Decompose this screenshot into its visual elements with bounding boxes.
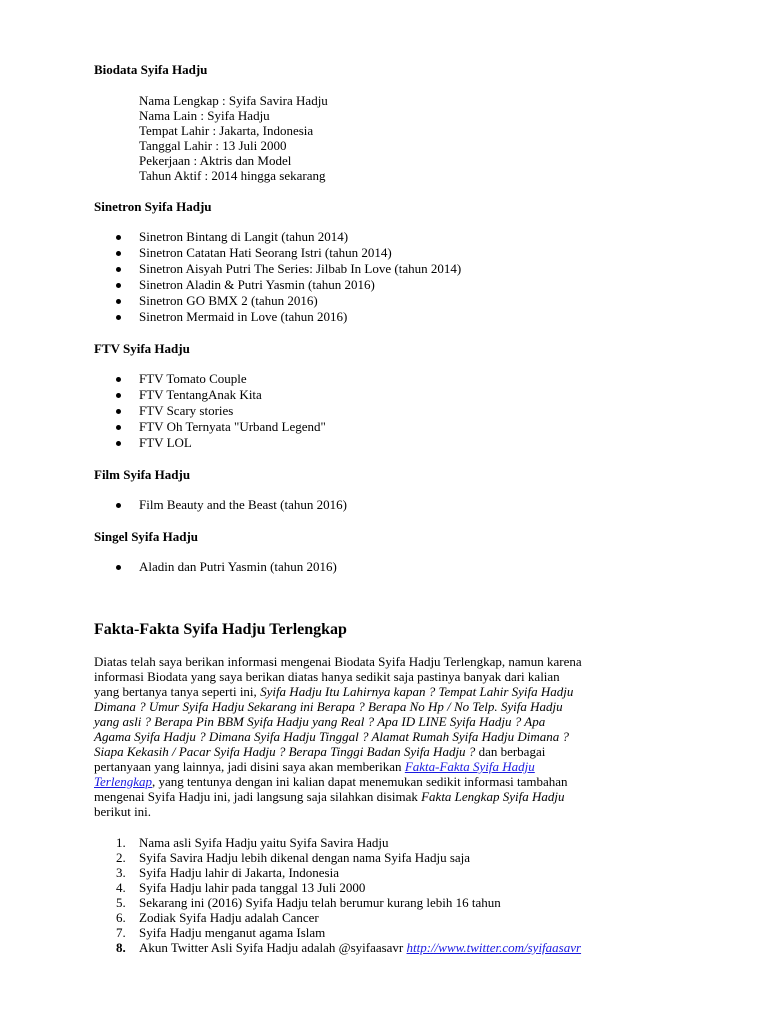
list-number: 6. xyxy=(116,910,126,925)
italic-text: Syifa Hadju Itu Lahirnya kapan ? Tempat Lahir Syifa Hadju xyxy=(260,684,574,699)
list-item xyxy=(0,293,461,309)
paragraph-line xyxy=(94,729,684,744)
sinetron-list xyxy=(0,229,461,325)
list-item-text: Aladin dan Putri Yasmin (tahun 2016) xyxy=(139,559,337,574)
film-list xyxy=(0,497,347,513)
paragraph-line xyxy=(94,714,684,729)
list-item-text: Sinetron Aisyah Putri The Series: Jilbab In Love (tahun 2014) xyxy=(139,261,462,276)
list-item-text: Sinetron GO BMX 2 (tahun 2016) xyxy=(139,293,318,308)
bullet-icon xyxy=(116,267,121,272)
twitter-link[interactable] xyxy=(407,940,582,955)
fakta-link-continued[interactable] xyxy=(94,774,152,789)
paragraph-text: dan berbagai xyxy=(475,744,546,759)
fakta-heading: Fakta-Fakta Syifa Hadju Terlengkap xyxy=(94,621,347,638)
paragraph-text: mengenai Syifa Hadju ini, jadi langsung saja silahkan disimak xyxy=(94,789,422,804)
paragraph-line: informasi Biodata yang saya berikan diatas hanya sedikit saja pastinya banyak dari kalian xyxy=(94,669,560,684)
bullet-icon xyxy=(116,393,121,398)
link-text[interactable]: http://www.twitter.com/syifaasavr xyxy=(406,940,582,955)
list-number: 8. xyxy=(116,940,126,955)
biodata-block xyxy=(139,93,328,183)
fakta-link[interactable] xyxy=(405,759,535,774)
list-item-text: Sinetron Bintang di Langit (tahun 2014) xyxy=(139,229,349,244)
bullet-icon xyxy=(116,409,121,414)
paragraph-line xyxy=(94,744,684,759)
list-item xyxy=(0,309,461,325)
biodata-line: Tempat Lahir : Jakarta, Indonesia xyxy=(139,123,314,138)
link-text[interactable]: Terlengkap xyxy=(94,774,153,789)
list-number: 3. xyxy=(116,865,126,880)
biodata-line: Nama Lengkap : Syifa Savira Hadju xyxy=(139,93,328,108)
list-item xyxy=(0,835,581,850)
list-number: 7. xyxy=(116,925,126,940)
list-item-text: FTV Tomato Couple xyxy=(139,371,247,386)
list-item-text: Sinetron Mermaid in Love (tahun 2016) xyxy=(139,309,348,324)
list-item-text: FTV Scary stories xyxy=(139,403,234,418)
list-item-text: FTV TentangAnak Kita xyxy=(139,387,262,402)
list-number: 2. xyxy=(116,850,126,865)
film-heading: Film Syifa Hadju xyxy=(94,467,191,482)
list-item xyxy=(0,910,581,925)
list-item xyxy=(0,925,581,940)
bullet-icon xyxy=(116,283,121,288)
list-item-text: Zodiak Syifa Hadju adalah Cancer xyxy=(139,910,319,925)
list-item-text: Syifa Hadju menganut agama Islam xyxy=(139,925,326,940)
list-item xyxy=(0,403,326,419)
link-text[interactable]: Fakta-Fakta Syifa Hadju xyxy=(404,759,535,774)
list-item xyxy=(0,371,326,387)
bullet-icon xyxy=(116,251,121,256)
sinetron-heading: Sinetron Syifa Hadju xyxy=(94,199,212,214)
list-item xyxy=(0,261,461,277)
fakta-paragraph xyxy=(94,654,684,819)
paragraph-line xyxy=(94,774,684,789)
list-item-text: Sinetron Catatan Hati Seorang Istri (tahun 2014) xyxy=(139,245,392,260)
paragraph-text: yang bertanya tanya seperti ini, xyxy=(94,684,261,699)
list-item xyxy=(0,850,581,865)
list-item xyxy=(0,559,337,575)
bullet-icon xyxy=(116,235,121,240)
paragraph-line xyxy=(94,759,684,774)
bullet-icon xyxy=(116,565,121,570)
list-item-text: Sinetron Aladin & Putri Yasmin (tahun 2016) xyxy=(139,277,375,292)
list-item-text: FTV LOL xyxy=(139,435,192,450)
list-item xyxy=(0,435,326,451)
italic-text: Siapa Kekasih / Pacar Syifa Hadju ? Berapa Tinggi Badan Syifa Hadju ? xyxy=(94,744,476,759)
bullet-icon xyxy=(116,315,121,320)
bullet-icon xyxy=(116,441,121,446)
list-number: 4. xyxy=(116,880,126,895)
list-item xyxy=(0,940,581,955)
biodata-line: Nama Lain : Syifa Hadju xyxy=(139,108,270,123)
paragraph-line xyxy=(94,699,684,714)
list-item xyxy=(0,865,581,880)
list-number: 1. xyxy=(116,835,126,850)
list-item xyxy=(0,880,581,895)
fakta-numbered-list xyxy=(0,835,581,955)
paragraph-line: berikut ini. xyxy=(94,804,152,819)
biodata-heading: Biodata Syifa Hadju xyxy=(94,62,208,77)
bullet-icon xyxy=(116,425,121,430)
list-item-text: Nama asli Syifa Hadju yaitu Syifa Savira Hadju xyxy=(139,835,389,850)
ftv-list xyxy=(0,371,326,451)
biodata-line: Tanggal Lahir : 13 Juli 2000 xyxy=(139,138,287,153)
italic-text: Fakta Lengkap Syifa Hadju xyxy=(421,789,565,804)
ftv-heading: FTV Syifa Hadju xyxy=(94,341,190,356)
list-item xyxy=(0,277,461,293)
italic-text: yang asli ? Berapa Pin BBM Syifa Hadju yang Real ? Apa ID LINE Syifa Hadju ? Apa xyxy=(94,714,546,729)
bullet-icon xyxy=(116,503,121,508)
list-number: 5. xyxy=(116,895,126,910)
paragraph-line: Diatas telah saya berikan informasi mengenai Biodata Syifa Hadju Terlengkap, namun karena xyxy=(94,654,582,669)
bullet-icon xyxy=(116,299,121,304)
italic-text: Dimana ? Umur Syifa Hadju Sekarang ini Berapa ? Berapa No Hp / No Telp. Syifa Hadju xyxy=(94,699,563,714)
paragraph-text: pertanyaan yang lainnya, jadi disini saya akan memberikan xyxy=(94,759,405,774)
list-item xyxy=(0,245,461,261)
italic-text: Agama Syifa Hadju ? Dimana Syifa Hadju Tinggal ? Alamat Rumah Syifa Hadju Dimana ? xyxy=(94,729,569,744)
list-item-text: Akun Twitter Asli Syifa Hadju adalah @syifaasavr xyxy=(139,940,407,955)
list-item xyxy=(0,419,326,435)
singel-list xyxy=(0,559,337,575)
list-item xyxy=(0,229,461,245)
list-item-text: Sekarang ini (2016) Syifa Hadju telah berumur kurang lebih 16 tahun xyxy=(139,895,501,910)
list-item-text: Syifa Hadju lahir di Jakarta, Indonesia xyxy=(139,865,339,880)
list-item-text: Syifa Savira Hadju lebih dikenal dengan nama Syifa Hadju saja xyxy=(139,850,471,865)
list-item xyxy=(0,895,581,910)
biodata-line: Tahun Aktif : 2014 hingga sekarang xyxy=(139,168,326,183)
list-item xyxy=(0,497,347,513)
biodata-line: Pekerjaan : Aktris dan Model xyxy=(139,153,292,168)
list-item xyxy=(0,387,326,403)
list-item-text: Film Beauty and the Beast (tahun 2016) xyxy=(139,497,347,512)
paragraph-text: , yang tentunya dengan ini kalian dapat menemukan sedikit informasi tambahan xyxy=(152,774,568,789)
paragraph-line xyxy=(94,684,684,699)
list-item-text: Syifa Hadju lahir pada tanggal 13 Juli 2000 xyxy=(139,880,366,895)
singel-heading: Singel Syifa Hadju xyxy=(94,529,199,544)
list-item-text: FTV Oh Ternyata "Urband Legend" xyxy=(139,419,326,434)
paragraph-line xyxy=(94,789,684,804)
bullet-icon xyxy=(116,377,121,382)
